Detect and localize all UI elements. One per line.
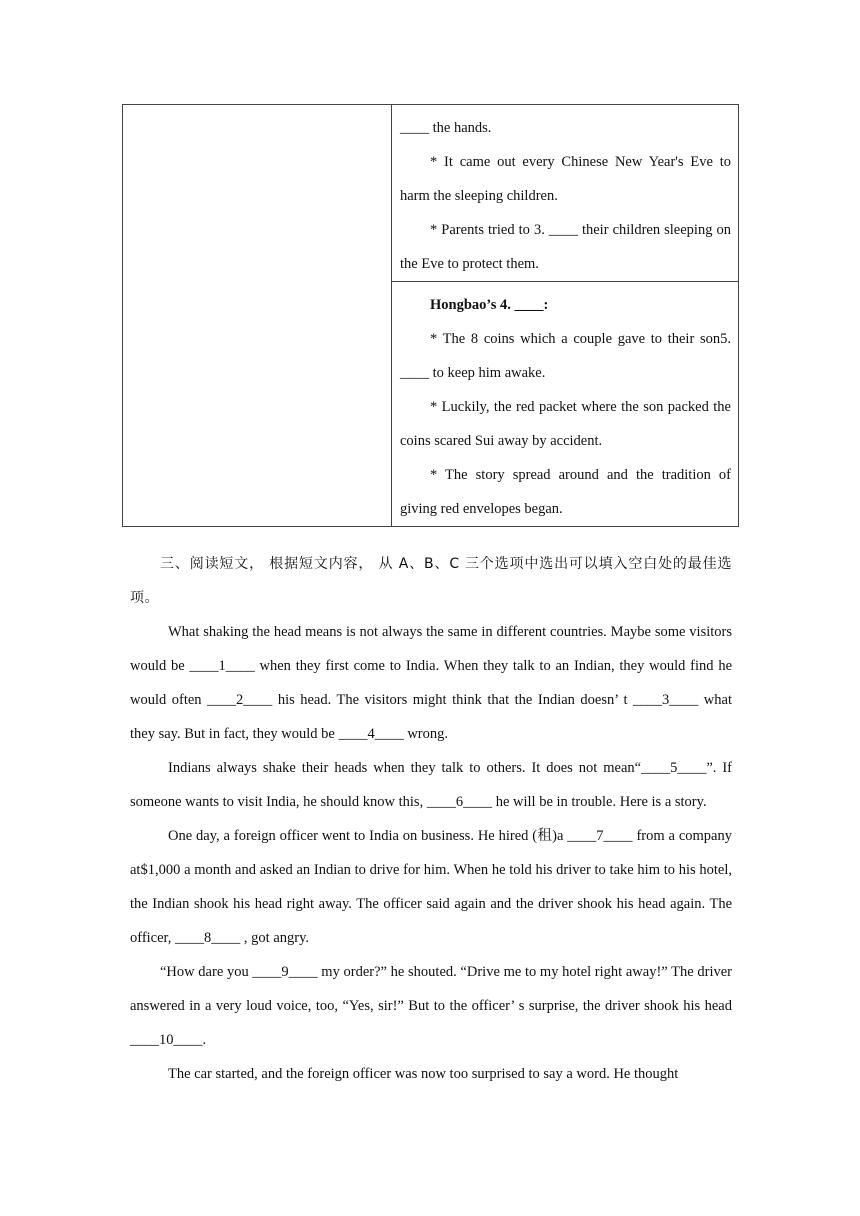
- section-heading: 三、阅读短文， 根据短文内容， 从 A、B、C 三个选项中选出可以填入空白处的最佳选项。: [130, 556, 732, 606]
- passage-paragraph: Indians always shake their heads when they talk to others. It does not mean“____5____”. If someone wants to visit India, he should know this, ____6____ he will be in trouble. Here is a story.: [130, 760, 732, 810]
- reading-passage: [130, 547, 732, 1091]
- table-cell-sui-story: [392, 105, 739, 282]
- table-text-line: ____ the hands.: [400, 120, 492, 136]
- passage-paragraph: One day, a foreign officer went to India on business. He hired (租)a ____7____ from a company at$1,000 a month and asked an Indian to drive for him. When he told his driver to take him to his hotel, the Indian shook his head right away. The officer said again and the driver shook his head again. The officer, ____8____ , got angry.: [130, 828, 732, 946]
- table-bullet-item: * The story spread around and the tradition of giving red envelopes began.: [400, 467, 731, 517]
- passage-paragraph: “How dare you ____9____ my order?” he shouted. “Drive me to my hotel right away!” The driver answered in a very loud voice, too, “Yes, sir!” But to the officer’ s surprise, the driver shook his head ____10____.: [130, 964, 732, 1048]
- table-left-cell: [123, 105, 392, 527]
- exercise-table: [122, 104, 739, 527]
- table-bullet-item: * Luckily, the red packet where the son packed the coins scared Sui away by accident.: [400, 399, 731, 449]
- table-bullet-item: * The 8 coins which a couple gave to their son5. ____ to keep him awake.: [400, 331, 731, 381]
- passage-paragraph: What shaking the head means is not always the same in different countries. Maybe some visitors would be ____1____ when they first come to India. When they talk to an Indian, they would find he would often ____2____ his head. The visitors might think that the Indian doesn’ t ____3____ what they say. But in fact, they would be ____4____ wrong.: [130, 624, 732, 742]
- passage-paragraph: The car started, and the foreign officer was now too surprised to say a word. He thought: [168, 1066, 679, 1082]
- table-cell-hongbao-story: [392, 282, 739, 527]
- table-bullet-item: * It came out every Chinese New Year's Eve to harm the sleeping children.: [400, 154, 731, 204]
- table-cell-heading: Hongbao’s 4. ____:: [430, 297, 549, 313]
- table-row: [123, 105, 739, 282]
- table-bullet-item: * Parents tried to 3. ____ their children sleeping on the Eve to protect them.: [400, 222, 731, 272]
